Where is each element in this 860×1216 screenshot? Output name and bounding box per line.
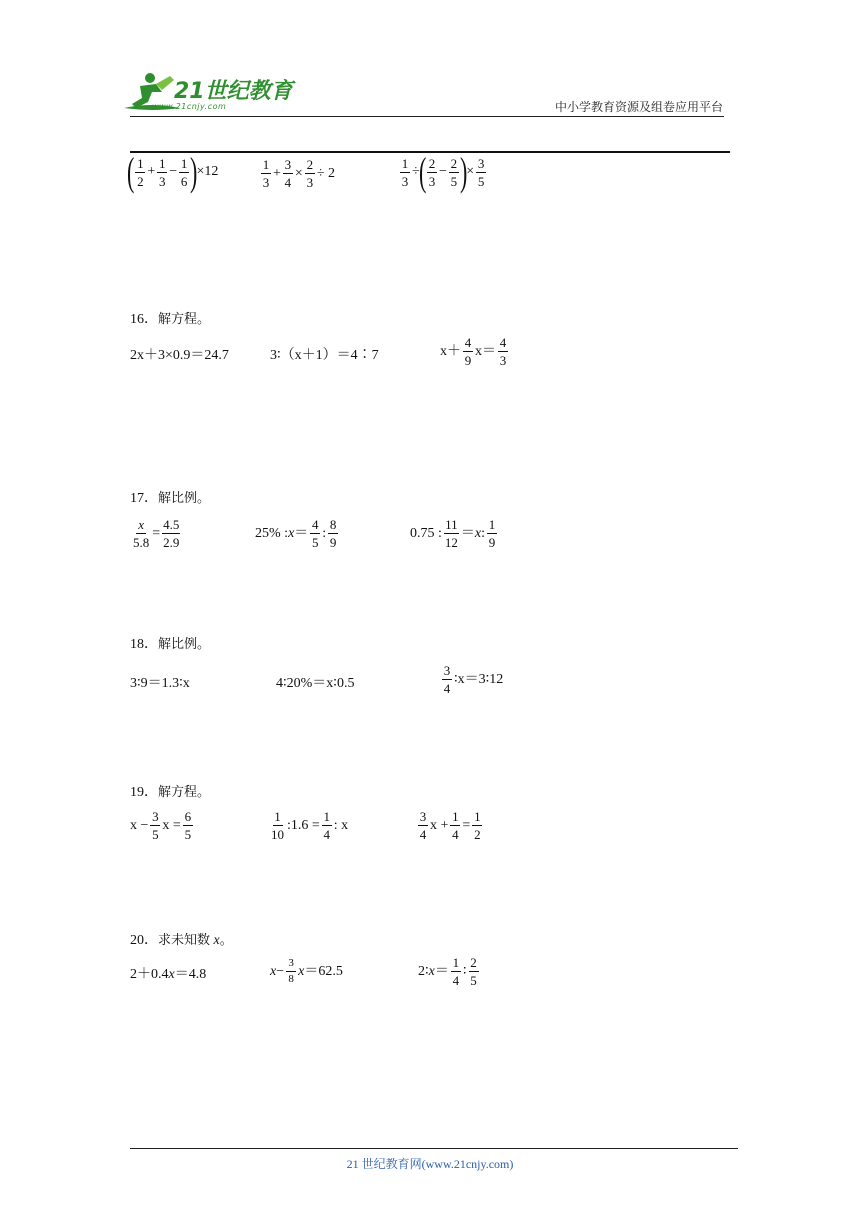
q17-proportion-1: $\frac{x}{5.8}$ = $\frac{4.5}{2.9}$ (133, 517, 180, 550)
q16-equation-1: 2x＋3×0.9＝24.7 (130, 348, 229, 363)
q18-proportion-3: $\frac{3}{4}$ ∶x＝3∶12 (443, 663, 504, 696)
q16-equation-2: 3∶（x＋1）＝4∶7 (270, 348, 379, 363)
q18-proportion-2: 4∶20%＝x∶0.5 (276, 676, 355, 691)
q20-equation-1: 2＋0.4 x ＝4.8 (130, 967, 207, 982)
q20-equation-3: 2∶ x ＝ $\frac{1}{4}$ ∶ $\frac{2}{5}$ (418, 955, 477, 988)
q16-equation-3: x＋ $\frac{4}{9}$ x＝ $\frac{4}{3}$ (440, 335, 507, 368)
q20-equation-2: x − $\frac{3}{8}$ x ＝62.5 (270, 957, 343, 985)
logo-text: 21世纪教育 (174, 79, 293, 104)
footer-link[interactable]: 21 世纪教育网(www.21cnjy.com) (346, 1157, 514, 1171)
logo-url: www.21cnjy.com (152, 102, 227, 111)
q19-equation-1: x − $\frac{3}{5}$ x = $\frac{6}{5}$ (130, 809, 192, 842)
header-divider (130, 116, 724, 117)
q17-title: 17．解比例。 (130, 491, 211, 506)
q19-equation-3: $\frac{3}{4}$ x + $\frac{1}{4}$ = $\frac{1}{2}$ (419, 809, 481, 842)
q20-title: 20．求未知数 x。 (130, 933, 233, 948)
q18-proportion-1: 3∶9＝1.3∶x (130, 676, 190, 691)
q16-title: 16．解方程。 (130, 312, 211, 327)
q15-expression-3: $\frac{1}{3}$ ÷ ( $\frac{2}{3}$ − $\frac{2}{5}$ ) × $\frac{3}{5}$ (401, 149, 485, 194)
q18-title: 18．解比例。 (130, 637, 211, 652)
header-tagline: 中小学教育资源及组卷应用平台 (554, 100, 723, 114)
q19-title: 19．解方程。 (130, 785, 211, 800)
footer-divider (130, 1148, 738, 1149)
q15-expression-1: ( $\frac{1}{2}$ + $\frac{1}{3}$ − $\frac{1}{6}$ ) ×12 (126, 149, 219, 194)
q15-expression-2: $\frac{1}{3}$ + $\frac{3}{4}$ × $\frac{2}{3}$ ÷ 2 (262, 157, 335, 190)
site-logo (122, 68, 292, 118)
q17-proportion-3: 0.75 : $\frac{11}{12}$ ＝ x : $\frac{1}{9}$ (410, 517, 496, 550)
q19-equation-2: $\frac{1}{10}$ :1.6 = $\frac{1}{4}$ : x (271, 809, 349, 842)
q17-proportion-2: 25% : x ＝ $\frac{4}{5}$ : $\frac{8}{9}$ (255, 517, 337, 550)
